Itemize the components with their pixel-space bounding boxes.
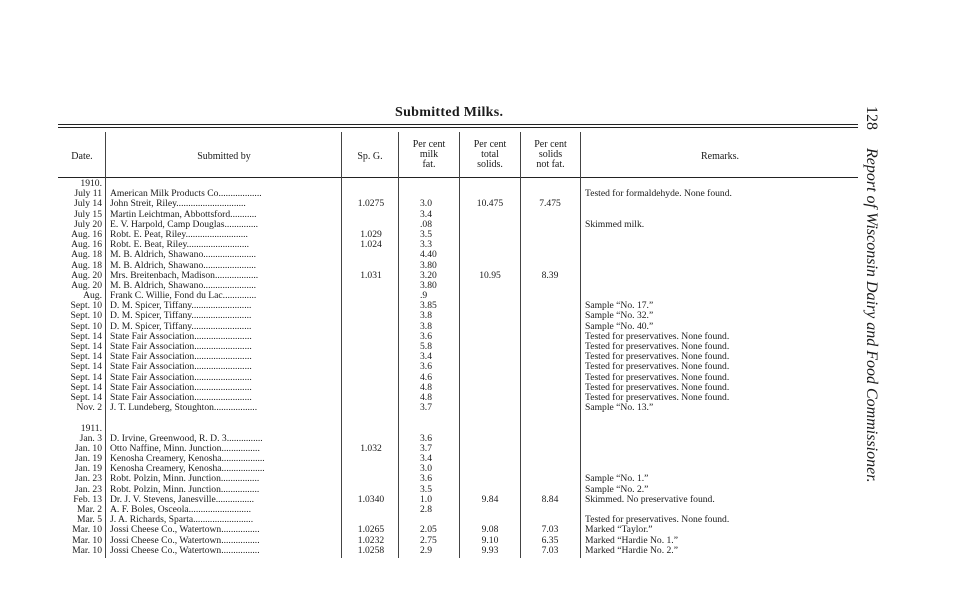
milk-fat-cell: .08 [420, 219, 432, 230]
milk-fat-cell: 3.0 [420, 464, 432, 475]
milk-fat-cell: 3.5 [420, 484, 432, 495]
milk-fat-cell: 3.6 [420, 474, 432, 485]
milk-fat-cell: 3.20 [420, 270, 437, 281]
milk-fat-cell: 3.3 [420, 240, 432, 251]
header-line: Per cent [534, 139, 567, 150]
header-solids-not-fat [521, 140, 580, 170]
header-total-solids [460, 140, 520, 170]
table-row [58, 199, 858, 209]
submitter-cell: State Fair Association........................ [110, 331, 252, 342]
sp-g-cell: 1.031 [360, 270, 382, 281]
date-cell: Jan. 23 [74, 484, 102, 495]
header-line: total [481, 149, 499, 160]
submitter-cell: E. V. Harpold, Camp Douglas.............. [110, 219, 259, 230]
solids-not-fat-cell: 7.03 [541, 525, 559, 536]
page-title: Submitted Milks. [395, 105, 504, 120]
date-cell: Jan. 3 [79, 433, 102, 444]
milk-fat-cell: 3.4 [420, 454, 432, 465]
submitter-cell: Martin Leichtman, Abbottsford........... [110, 209, 257, 220]
date-cell: Jan. 19 [74, 464, 102, 475]
milk-fat-cell: 3.85 [420, 301, 437, 312]
submitter-cell: D. Irvine, Greenwood, R. D. 3............... [110, 433, 263, 444]
date-cell: Jan. 23 [74, 474, 102, 485]
table-row [58, 362, 858, 372]
table-row [58, 291, 858, 301]
submitter-cell: Jossi Cheese Co., Watertown................ [110, 525, 260, 536]
solids-not-fat-cell: 7.475 [539, 199, 561, 210]
header-line: fat. [422, 159, 436, 170]
table-row [58, 393, 858, 403]
submitter-cell: Robt. E. Peat, Riley.......................... [110, 229, 248, 240]
page-number: 128 [863, 106, 880, 130]
milk-fat-cell: 3.8 [420, 311, 432, 322]
remarks-cell: Marked “Hardie No. 1.” [585, 535, 678, 546]
table-row [58, 342, 858, 352]
submitter-cell: State Fair Association........................ [110, 382, 252, 393]
submitter-cell: D. M. Spicer, Tiffany......................... [110, 301, 252, 312]
table-row [58, 311, 858, 321]
submitter-cell: Kenosha Creamery, Kenosha.................. [110, 464, 265, 475]
header-sp-g: Sp. G. [357, 151, 383, 162]
table-row [58, 403, 858, 413]
submitter-cell: J. T. Lundeberg, Stoughton.................. [110, 403, 258, 414]
sp-g-cell: 1.032 [360, 443, 382, 454]
table-row [58, 464, 858, 474]
submitter-cell: State Fair Association........................ [110, 372, 252, 383]
remarks-cell: Marked “Hardie No. 2.” [585, 545, 678, 556]
milk-fat-cell: 2.9 [420, 545, 432, 556]
milk-fat-cell: 1.0 [420, 494, 432, 505]
submitter-cell: M. B. Aldrich, Shawano...................... [110, 260, 257, 271]
submitter-cell: American Milk Products Co.................. [110, 189, 262, 200]
total-solids-cell: 9.10 [481, 535, 499, 546]
submitter-cell: D. M. Spicer, Tiffany......................... [110, 311, 252, 322]
date-cell: Sept. 14 [70, 382, 102, 393]
submitter-cell: D. M. Spicer, Tiffany......................... [110, 321, 252, 332]
table-row [58, 383, 858, 393]
date-cell: Aug. 16 [71, 240, 102, 251]
date-cell: Sept. 14 [70, 331, 102, 342]
sp-g-cell: 1.024 [360, 240, 382, 251]
total-solids-cell: 9.08 [481, 525, 499, 536]
table-row [58, 240, 858, 250]
total-solids-cell: 9.84 [481, 494, 499, 505]
date-cell: July 11 [74, 189, 102, 200]
table-row [58, 434, 858, 444]
table-row [58, 525, 858, 535]
submitter-cell: State Fair Association........................ [110, 352, 252, 363]
milk-fat-cell: 3.7 [420, 403, 432, 414]
header-submitted-by: Submitted by [197, 151, 251, 162]
top-rule-double [58, 127, 858, 128]
solids-not-fat-cell: 6.35 [541, 535, 559, 546]
milk-fat-cell: 3.4 [420, 352, 432, 363]
submitter-cell: A. F. Boles, Osceola.......................... [110, 505, 251, 515]
milk-fat-cell: 3.6 [420, 331, 432, 342]
submitter-cell: Jossi Cheese Co., Watertown................ [110, 535, 260, 546]
date-cell: Jan. 10 [74, 443, 102, 454]
table-body [58, 179, 858, 556]
table-row [58, 474, 858, 484]
submitter-cell: Robt. Polzin, Minn. Junction................ [110, 484, 260, 495]
remarks-cell: Marked “Taylor.” [585, 525, 653, 536]
date-cell: Aug. 16 [71, 229, 102, 240]
submitter-cell: M. B. Aldrich, Shawano...................... [110, 250, 257, 261]
date-cell: Mar. 10 [72, 525, 102, 536]
sp-g-cell: 1.0340 [357, 494, 385, 505]
remarks-cell: Sample “No. 1.” [585, 474, 649, 485]
milk-fat-cell: .9 [420, 291, 428, 302]
table-row [58, 352, 858, 362]
remarks-cell: Sample “No. 2.” [585, 484, 649, 495]
table-row [58, 536, 858, 546]
table-row [58, 230, 858, 240]
date-cell: July 14 [74, 199, 102, 210]
remarks-cell: Tested for preservatives. None found. [585, 331, 730, 342]
date-cell: Aug. 18 [71, 250, 102, 261]
header-remarks: Remarks. [700, 151, 740, 162]
table-row [58, 271, 858, 281]
total-solids-cell: 10.475 [476, 199, 504, 210]
date-cell: Mar. 2 [76, 505, 102, 515]
table-row [58, 261, 858, 271]
date-cell: Sept. 14 [70, 352, 102, 363]
date-cell: Mar. 5 [76, 515, 102, 526]
remarks-cell: Tested for preservatives. None found. [585, 372, 730, 383]
table-row [58, 281, 858, 291]
header-rule [58, 177, 858, 178]
milk-fat-cell: 2.05 [420, 525, 437, 536]
table-row [58, 505, 858, 515]
remarks-cell: Sample “No. 40.” [585, 321, 654, 332]
milk-fat-cell: 3.6 [420, 433, 432, 444]
date-cell: Sept. 14 [70, 342, 102, 352]
top-rule [58, 124, 858, 125]
date-cell: Sept. 10 [70, 321, 102, 332]
date-cell: Nov. 2 [76, 403, 102, 414]
milk-fat-cell: 3.80 [420, 260, 437, 271]
remarks-cell: Sample “No. 17.” [585, 301, 654, 312]
table-row [58, 515, 858, 525]
header-line: not fat. [536, 159, 565, 170]
table-row [58, 322, 858, 332]
milk-fat-cell: 3.5 [420, 229, 432, 240]
milk-fat-cell: 4.8 [420, 382, 432, 393]
table-row [58, 424, 858, 434]
date-cell: Aug. 20 [71, 270, 102, 281]
submitter-cell: State Fair Association........................ [110, 362, 252, 373]
table-row [58, 495, 858, 505]
date-cell: Mar. 10 [72, 535, 102, 546]
sp-g-cell: 1.0265 [357, 525, 385, 536]
milk-fat-cell: 5.8 [420, 342, 432, 352]
milk-fat-cell: 4.8 [420, 392, 432, 403]
table-row [58, 413, 858, 423]
table-row [58, 454, 858, 464]
date-cell: Aug. 20 [71, 280, 102, 291]
milk-fat-cell: 2.75 [420, 535, 437, 546]
header-line: solids [538, 149, 563, 160]
sp-g-cell: 1.0275 [357, 199, 385, 210]
remarks-cell: Tested for preservatives. None found. [585, 382, 730, 393]
date-cell: Sept. 14 [70, 362, 102, 373]
remarks-cell: Tested for preservatives. None found. [585, 362, 730, 373]
date-cell: 1910. [80, 179, 102, 189]
remarks-cell: Tested for preservatives. None found. [585, 342, 730, 352]
submitter-cell: Frank C. Willie, Fond du Lac.............. [110, 291, 257, 302]
table-row [58, 332, 858, 342]
submitter-cell: Jossi Cheese Co., Watertown................ [110, 545, 260, 556]
table-row [58, 444, 858, 454]
table-row [58, 220, 858, 230]
date-cell: July 20 [74, 219, 102, 230]
header-line: solids. [477, 159, 503, 170]
table-row [58, 373, 858, 383]
table-row [58, 250, 858, 260]
table-row [58, 546, 858, 556]
date-cell: Aug. [83, 291, 102, 302]
table-row [58, 189, 858, 199]
date-cell: Aug. 18 [71, 260, 102, 271]
header-line: milk [419, 149, 439, 160]
remarks-cell: Sample “No. 13.” [585, 403, 654, 414]
remarks-cell: Sample “No. 32.” [585, 311, 654, 322]
date-cell: Sept. 14 [70, 372, 102, 383]
submitter-cell: Dr. J. V. Stevens, Janesville................ [110, 494, 255, 505]
date-cell: Feb. 13 [73, 494, 102, 505]
remarks-cell: Skimmed. No preservative found. [585, 494, 715, 505]
remarks-cell: Tested for formaldehyde. None found. [585, 189, 732, 200]
submitter-cell: Kenosha Creamery, Kenosha.................. [110, 454, 265, 465]
running-head-text: Report of Wisconsin Dairy and Food Commissioner. [863, 148, 880, 483]
submitter-cell: Robt. E. Beat, Riley.......................... [110, 240, 250, 251]
submitter-cell: John Streit, Riley............................. [110, 199, 246, 210]
sp-g-cell: 1.0258 [357, 545, 385, 556]
submitter-cell: M. B. Aldrich, Shawano...................... [110, 280, 257, 291]
date-cell: Sept. 10 [70, 311, 102, 322]
milk-fat-cell: 3.6 [420, 362, 432, 373]
date-cell: Sept. 14 [70, 392, 102, 403]
milk-fat-cell: 3.4 [420, 209, 432, 220]
submitter-cell: Robt. Polzin, Minn. Junction................ [110, 474, 260, 485]
remarks-cell: Tested for preservatives. None found. [585, 352, 730, 363]
solids-not-fat-cell: 8.84 [541, 494, 559, 505]
total-solids-cell: 9.93 [481, 545, 499, 556]
header-line: Per cent [473, 139, 507, 150]
submitter-cell: State Fair Association........................ [110, 342, 252, 352]
submitter-cell: J. A. Richards, Sparta......................... [110, 515, 254, 526]
remarks-cell: Tested for preservatives. None found. [585, 515, 730, 526]
header-date: Date. [71, 151, 93, 162]
sp-g-cell: 1.0232 [357, 535, 385, 546]
submitter-cell: Otto Naffine, Minn. Junction................ [110, 443, 260, 454]
milk-fat-cell: 4.40 [420, 250, 437, 261]
table-row [58, 485, 858, 495]
running-head [862, 106, 880, 483]
date-cell: July 15 [74, 209, 102, 220]
date-cell: Sept. 10 [70, 301, 102, 312]
header-milk-fat [399, 140, 459, 170]
milk-fat-cell: 3.8 [420, 321, 432, 332]
remarks-cell: Tested for preservatives. None found. [585, 392, 730, 403]
table-row [58, 210, 858, 220]
milk-fat-cell: 4.6 [420, 372, 432, 383]
sp-g-cell: 1.029 [360, 229, 382, 240]
date-cell: Jan. 19 [74, 454, 102, 465]
table-row [58, 301, 858, 311]
submitter-cell: State Fair Association........................ [110, 392, 252, 403]
milk-fat-cell: 3.80 [420, 280, 437, 291]
remarks-cell: Skimmed milk. [585, 219, 645, 230]
solids-not-fat-cell: 7.03 [541, 545, 559, 556]
header-line: Per cent [412, 139, 446, 150]
date-cell: Mar. 10 [72, 545, 102, 556]
solids-not-fat-cell: 8.39 [541, 270, 559, 281]
table-row [58, 179, 858, 189]
submitter-cell: Mrs. Breitenbach, Madison.................. [110, 270, 259, 281]
date-cell: 1911. [80, 423, 102, 434]
milk-fat-cell: 3.7 [420, 443, 432, 454]
milk-fat-cell: 2.8 [420, 505, 432, 515]
total-solids-cell: 10.95 [479, 270, 501, 281]
milk-fat-cell: 3.0 [420, 199, 432, 210]
